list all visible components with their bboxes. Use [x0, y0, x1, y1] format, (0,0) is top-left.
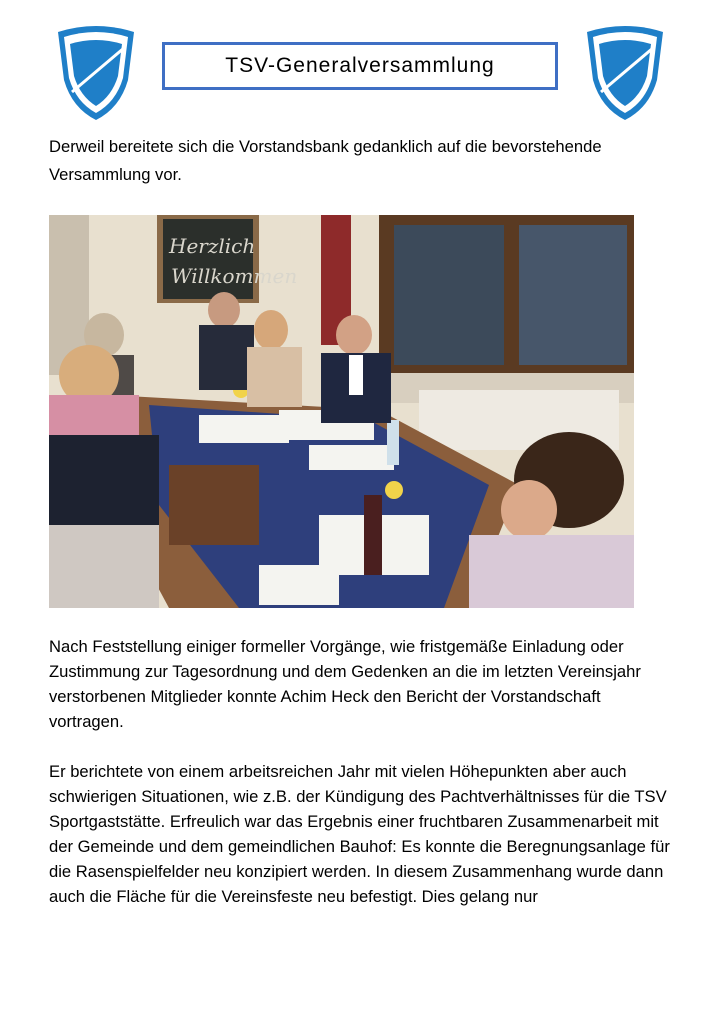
- body-paragraph-2: Er berichtete von einem arbeitsreichen Jahr mit vielen Höhepunkten aber auch schwierigen Situationen, wie z.B. der Kündigung des Pachtverhältnisses für die TSV Sportgaststätte. Erfreulich war das Ergebnis einer fruchtbaren Zusammenarbeit mit der Gemeinde und dem gemeindlichen Bauhof: Es konnte die Beregnungsanlage für die Rasenspielfelder neu konzipiert werden. In diesem Zusammenhang wurde dann auch die Fläche für die Vereinsfeste neu befestigt. Dies gelang nur: [49, 762, 670, 906]
- chalkboard-line1: Herzlich: [169, 234, 256, 258]
- shield-logo-icon: [50, 22, 142, 122]
- body-paragraph-1: Nach Feststellung einiger formeller Vorgänge, wie fristgemäße Einladung oder Zustimmung zur Tagesordnung und dem Gedenken an die im letzten Vereinsjahr verstorbenen Mitglieder konnte Achim Heck den Bericht der Vorstandschaft vortragen.: [49, 637, 641, 731]
- chalkboard-line2: Willkommen: [171, 264, 298, 288]
- page-title: TSV-Generalversammlung: [225, 54, 495, 77]
- club-logo-right: [579, 22, 671, 122]
- shield-logo-icon: [579, 22, 671, 122]
- intro-paragraph: Derweil bereitete sich die Vorstandsbank gedanklich auf die bevorstehende Versammlung vor.: [49, 137, 602, 184]
- title-box: [162, 42, 558, 90]
- meeting-photo: [49, 215, 634, 608]
- club-logo-left: [50, 22, 142, 122]
